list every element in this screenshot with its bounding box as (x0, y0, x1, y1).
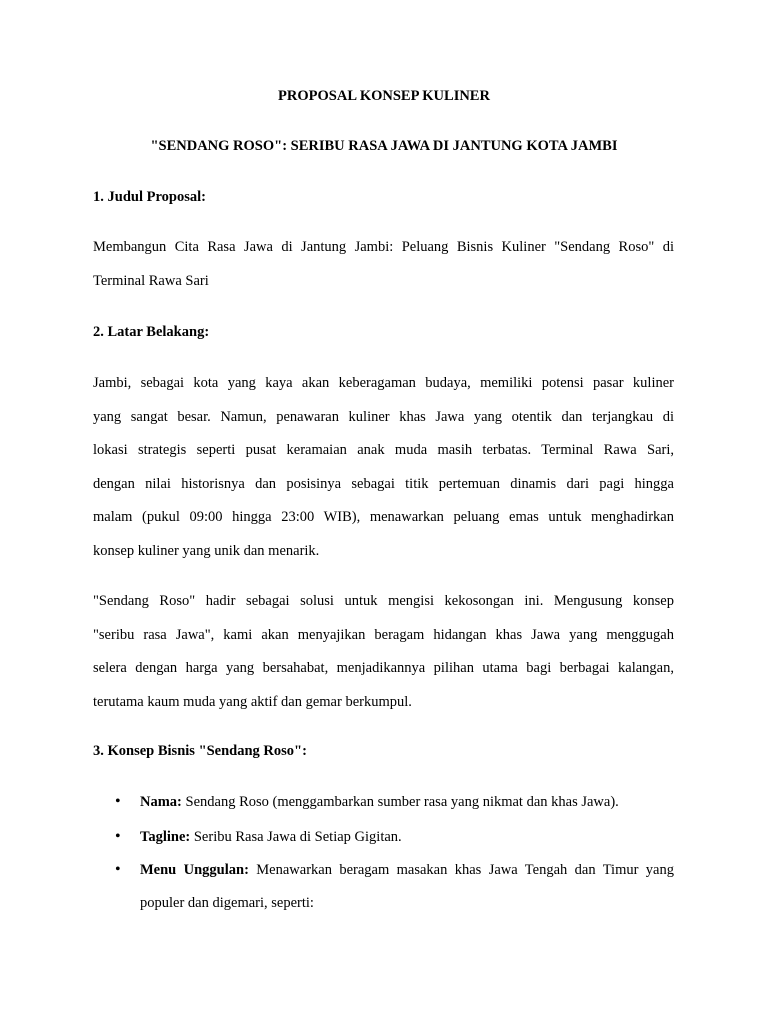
list-item-text: Seribu Rasa Jawa di Setiap Gigitan. (190, 829, 402, 845)
document-title: PROPOSAL KONSEP KULINER (278, 88, 490, 104)
list-item-label: Tagline: (140, 829, 191, 845)
document-subtitle: "SENDANG ROSO": SERIBU RASA JAWA DI JANTUNG KOTA JAMBI (150, 138, 618, 154)
paragraph-line: yang sangat besar. Namun, penawaran kuliner khas Jawa yang otentik dan terjangkau di (93, 409, 674, 425)
paragraph-line: terutama kaum muda yang aktif dan gemar berkumpul. (93, 694, 412, 710)
bullet-icon: • (115, 861, 121, 878)
paragraph-line: selera dengan harga yang bersahabat, menjadikannya pilihan utama bagi berbagai kalangan, (93, 660, 674, 676)
list-item-tagline (140, 829, 402, 846)
paragraph-line: "seribu rasa Jawa", kami akan menyajikan beragam hidangan khas Jawa yang menggugah (93, 627, 674, 643)
bullet-icon: • (115, 793, 121, 810)
paragraph-line: "Sendang Roso" hadir sebagai solusi untuk mengisi kekosongan ini. Mengusung konsep (93, 593, 674, 609)
paragraph-line: malam (pukul 09:00 hingga 23:00 WIB), menawarkan peluang emas untuk menghadirkan (93, 509, 674, 525)
paragraph-line: dengan nilai historisnya dan posisinya sebagai titik pertemuan dinamis dari pagi hingga (93, 476, 674, 492)
list-item-label: Menu Unggulan: (140, 862, 249, 878)
list-item-label: Nama: (140, 794, 182, 810)
bullet-icon: • (115, 828, 121, 845)
paragraph-line: konsep kuliner yang unik dan menarik. (93, 543, 320, 559)
list-item-menu-unggulan (140, 862, 674, 879)
section-heading-judul: 1. Judul Proposal: (93, 189, 206, 205)
paragraph-line: Terminal Rawa Sari (93, 273, 209, 289)
list-item-text: Menawarkan beragam masakan khas Jawa Tengah dan Timur yang (248, 862, 674, 878)
paragraph-line: Jambi, sebagai kota yang kaya akan keberagaman budaya, memiliki potensi pasar kuliner (93, 375, 674, 391)
paragraph-line: Membangun Cita Rasa Jawa di Jantung Jambi: Peluang Bisnis Kuliner "Sendang Roso" di (93, 239, 674, 255)
paragraph-line: lokasi strategis seperti pusat keramaian anak muda masih terbatas. Terminal Rawa Sari, (93, 442, 674, 458)
section-heading-latar-belakang: 2. Latar Belakang: (93, 324, 210, 340)
section-heading-konsep-bisnis: 3. Konsep Bisnis "Sendang Roso": (93, 743, 307, 759)
list-item-text: Sendang Roso (menggambarkan sumber rasa yang nikmat dan khas Jawa). (181, 794, 619, 810)
list-item-nama (140, 794, 619, 811)
list-item-continuation: populer dan digemari, seperti: (140, 895, 314, 911)
